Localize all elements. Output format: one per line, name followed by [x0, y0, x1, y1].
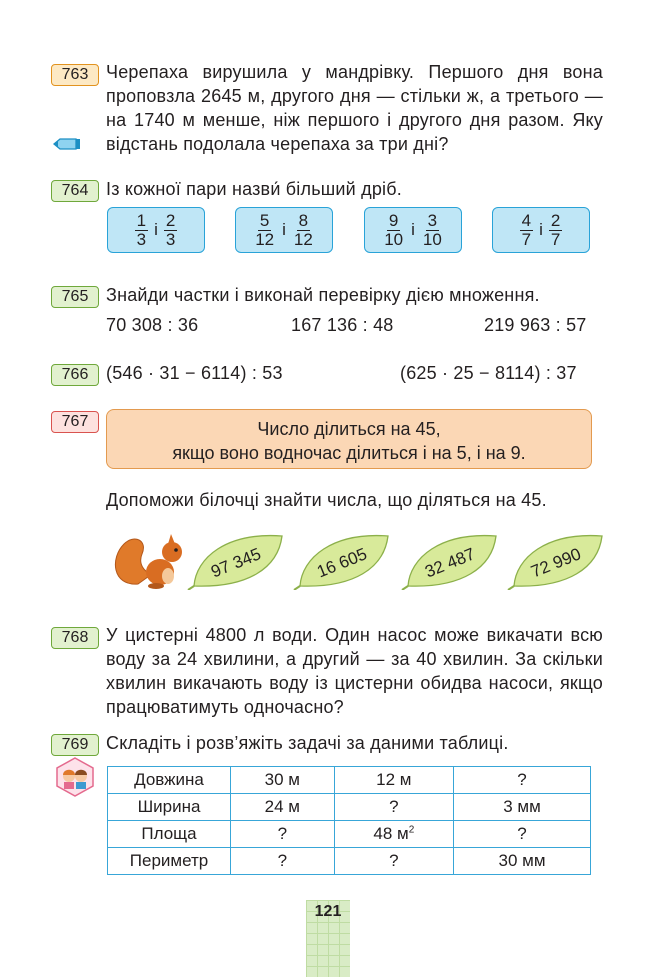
expression: 70 308 : 36 — [106, 315, 199, 335]
rule-box: Число ділиться на 45, якщо воно водночас ділиться і на 5, і на 9. — [106, 409, 592, 469]
task-number-765: 765 — [51, 286, 99, 308]
leaf-card — [292, 528, 394, 590]
squirrel-illustration — [108, 526, 190, 592]
leaf-card — [400, 528, 502, 590]
task-number-766: 766 — [51, 364, 99, 386]
page-number: 121 — [306, 900, 350, 977]
leaf-card — [186, 528, 288, 590]
task-number-764: 764 — [51, 180, 99, 202]
task-763-text: Черепаха вирушила у мандрівку. Першого дня вона проповзла 2645 м, другого дня — стільки ж, а третього — на 1740 м менше, ніж першого і другого дня разом. Яку відстань подолала черепаха за три дні? — [106, 62, 603, 154]
table-row: Площа ? 48 $м^2$ ? — [108, 821, 591, 848]
fraction-pair: $\frac{9}{10}$ і $\frac{3}{10}$ — [364, 207, 462, 253]
expression: 167 136 : 48 — [291, 315, 394, 335]
fraction-pair: $\frac{1}{3}$ і $\frac{2}{3}$ — [107, 207, 205, 253]
table-row: Ширина 24 м ? 3 мм — [108, 794, 591, 821]
task-number-767: 767 — [51, 411, 99, 433]
leaf-number: 16 605 — [314, 544, 370, 582]
fraction-pair: $\frac{5}{12}$ і $\frac{8}{12}$ — [235, 207, 333, 253]
fraction-pair: $\frac{4}{7}$ і $\frac{2}{7}$ — [492, 207, 590, 253]
leaf-number: 32 487 — [422, 544, 478, 582]
task-number-763: 763 — [51, 64, 99, 86]
table-row: Периметр ? ? 30 мм — [108, 848, 591, 875]
expression: (625 · 25 − 8114) : 37 — [400, 363, 577, 383]
pair-work-icon — [54, 757, 96, 797]
task-769-text: Складіть і розв’яжіть задачі за даними таблиці. — [106, 733, 509, 753]
leaf-number: 72 990 — [528, 544, 584, 582]
leaf-card — [506, 528, 608, 590]
expression: 219 963 : 57 — [484, 315, 587, 335]
task-number-768: 768 — [51, 627, 99, 649]
expression: (546 · 31 − 6114) : 53 — [106, 363, 283, 383]
task-767-text: Допоможи білочці знайти числа, що діляться на 45. — [106, 490, 547, 510]
task-number-769: 769 — [51, 734, 99, 756]
leaf-number: 97 345 — [208, 544, 264, 582]
task-768-text: У цистерні 4800 л води. Один насос може викачати всю воду за 24 хвилини, а другий — за 40 хвилин. За скільки хвилин викачають воду із цистерни обидва насоси, якщо працюватимуть одночасно? — [106, 625, 603, 717]
task-764-text: Із кожної пари назви́ більший дріб. — [106, 179, 402, 199]
task-765-text: Знайди частки і виконай перевірку дією множення. — [106, 285, 540, 305]
table-row: Довжина 30 м 12 м ? — [108, 767, 591, 794]
pencil-icon — [52, 134, 82, 154]
data-table — [107, 766, 591, 875]
